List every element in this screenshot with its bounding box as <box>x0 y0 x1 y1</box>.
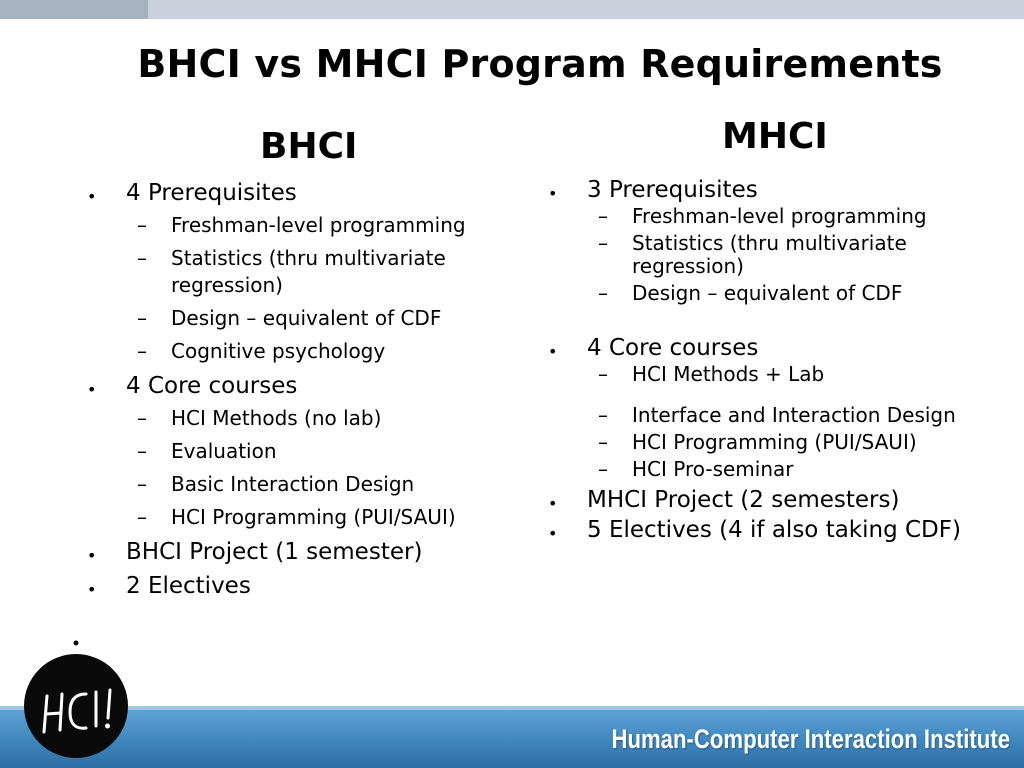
sub-bullet-item: – Basic Interaction Design <box>171 471 526 498</box>
sub-bullet-item: – Design – equivalent of CDF <box>171 305 526 332</box>
sub-bullet-item: – Design – equivalent of CDF <box>632 282 1017 305</box>
institute-name: Human-Computer Interaction Institute <box>611 724 1010 754</box>
sub-bullet-item: – Statistics (thru multivariate regression) <box>171 245 526 299</box>
sub-bullet-item: – Freshman-level programming <box>171 212 526 239</box>
bullet-item: • 2 Electives <box>126 571 526 601</box>
bullet-item: • 5 Electives (4 if also taking CDF) <box>587 515 1017 545</box>
top-bar <box>0 0 1024 19</box>
bullet-item: • MHCI Project (2 semesters) <box>587 485 1017 515</box>
sub-bullet-item: – Interface and Interaction Design <box>632 404 1017 427</box>
sub-bullet-item: – HCI Programming (PUI/SAUI) <box>632 431 1017 454</box>
slide-title: BHCI vs MHCI Program Requirements <box>137 42 943 86</box>
bullet-item: • BHCI Project (1 semester) <box>126 537 526 567</box>
sub-bullet-item: – Freshman-level programming <box>632 205 1017 228</box>
sub-bullet-item: – HCI Pro-seminar <box>632 458 1017 481</box>
sub-bullet-item: – Statistics (thru multivariate regression) <box>632 232 1017 278</box>
bhci-heading: BHCI <box>260 126 358 167</box>
bullet-item: • 3 Prerequisites <box>587 175 1017 205</box>
top-bar-accent <box>0 0 148 19</box>
sub-bullet-item: – HCI Programming (PUI/SAUI) <box>171 504 526 531</box>
sub-bullet-item: – Evaluation <box>171 438 526 465</box>
bullet-item: • 4 Prerequisites <box>126 178 526 208</box>
bullet-item: • 4 Core courses <box>587 333 1017 363</box>
sub-bullet-item: – HCI Methods (no lab) <box>171 405 526 432</box>
mhci-heading: MHCI <box>722 116 828 157</box>
hci-logo-icon <box>20 636 132 762</box>
bullet-item: • 4 Core courses <box>126 371 526 401</box>
sub-bullet-item: – Cognitive psychology <box>171 338 526 365</box>
bhci-requirements-list <box>126 178 526 605</box>
sub-bullet-item: – HCI Methods + Lab <box>632 363 1017 386</box>
mhci-requirements-list <box>587 175 1017 545</box>
